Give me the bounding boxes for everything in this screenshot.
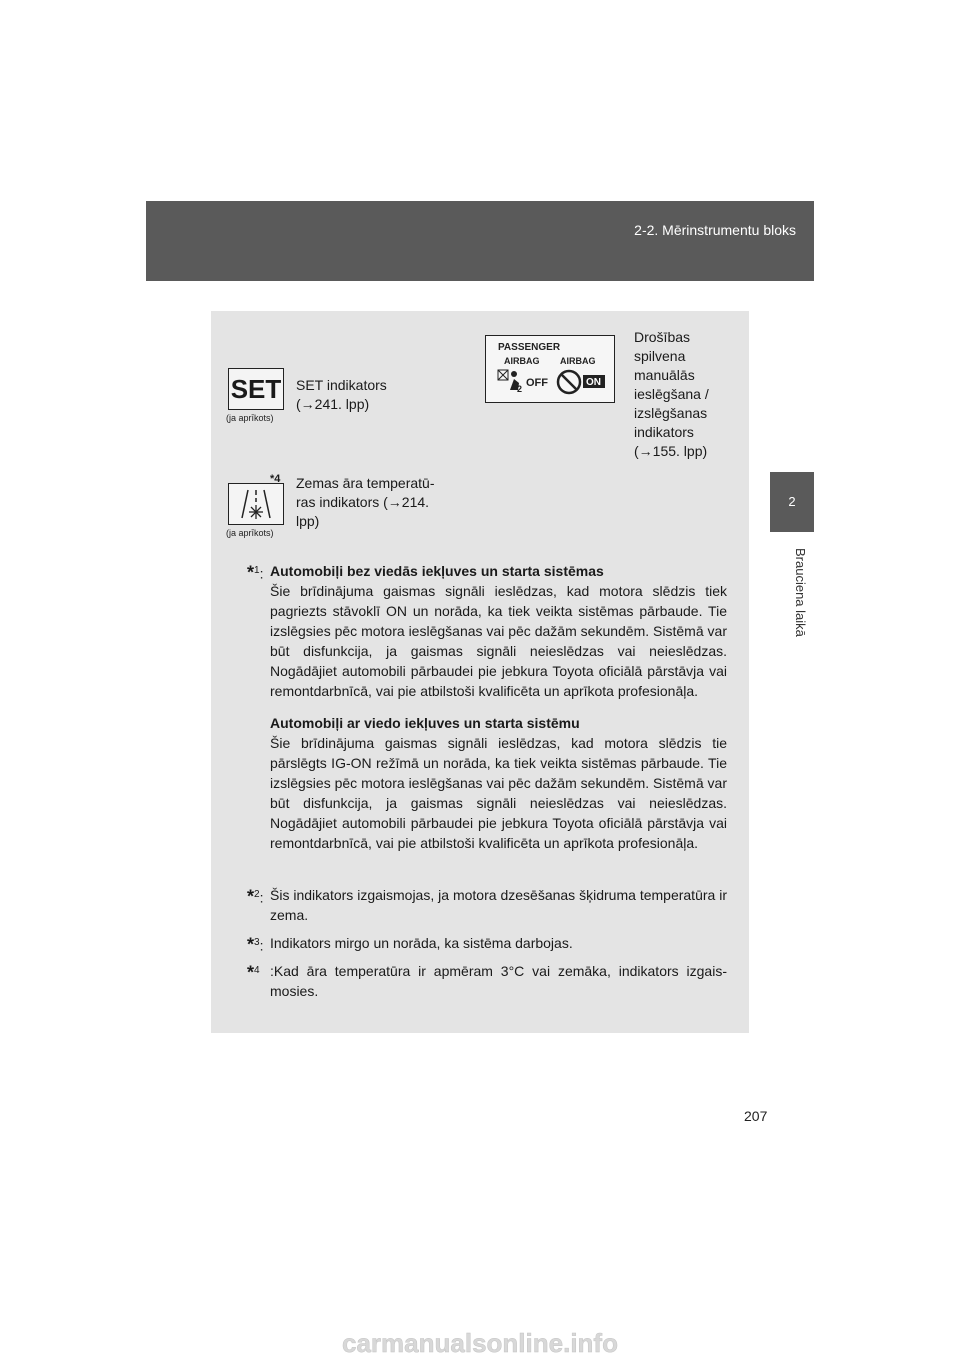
airbag-desc-line: izslēgšanas: [634, 405, 708, 421]
airbag-desc-line: Drošības: [634, 329, 691, 345]
footnote-1-title-a: Automobiļi bez viedās iekļuves un starta sistēmas: [270, 563, 604, 579]
passenger-label: PASSENGER: [498, 342, 561, 353]
footnote-2-mark: *$^2$:: [247, 886, 264, 907]
chapter-label: Brauciena laikā: [793, 548, 808, 637]
airbag-desc-line: spilvena: [634, 348, 686, 364]
footnote-4-text: :Kad āra temperatūra ir apmēram 3°C vai zemāka, indikators izgaismosies.: [270, 963, 727, 999]
airbag-on-label: ON: [586, 377, 601, 388]
footnote-3-mark: *$^3$:: [247, 934, 264, 955]
footnote-1-title-b: Automobiļi ar viedo iekļuves un starta sistēmu: [270, 715, 580, 731]
temp-desc-line: ras indikators (→214.: [296, 494, 430, 510]
svg-text:2: 2: [517, 384, 523, 394]
airbag-desc-line: manuālās: [634, 367, 695, 383]
footnote-1-body-a: Šie brīdinājuma gaismas signāli ieslēdzas, kad motora slēdzis tiek pagriezts stāvoklī ON un norāda, ka tiek veikta sistēmas pārbaude. Tie izslēgsies pēc motora ieslēgšanas vai pēc dažām sekundēm. Sistēmā var būt disfunkcija, ja gaismas signāli neieslēdzas vai neieslēdzas. Nogādājiet automobili pārbaudei pie jebkura Toyota oficiālā pārstāvja vai remontdarbnīcā, vai pie atbilstoši kvalificēta un aprīkota profesionāļa.: [270, 583, 727, 699]
temp-desc-line: lpp): [296, 513, 320, 529]
footnote-2-text: Šis indikators izgaismojas, ja motora dzesēšanas šķidruma temperatūra ir zema.: [270, 887, 727, 923]
footnote-3-text: Indikators mirgo un norāda, ka sistēma darbojas.: [270, 935, 573, 951]
chapter-tab: 2: [770, 472, 814, 532]
set-icon-label: SET: [230, 373, 282, 404]
airbag-left-label: AIRBAG: [504, 356, 540, 366]
footnote-1-body-b: Šie brīdinājuma gaismas signāli ieslēdzas, kad motora slēdzis tie pārslēgts IG-ON režīmā un norāda, ka tiek veikta sistēmas pārbaude. Tie izslēgsies pēc motora ieslēgšanas vai pēc dažām sekundēm. Sistēmā var būt disfunkcija, ja gaismas signāli neieslēdzas vai neieslēdzas. Nogādājiet automobili pārbaudei pie jebkura Toyota oficiālā pārstāvja vai remontdarbnīcā, vai pie atbilstoši kvalificēta un aprīkota profesionāļa.: [270, 735, 727, 851]
airbag-off-label: OFF: [526, 377, 548, 389]
airbag-desc-line: (→155. lpp): [634, 443, 708, 459]
set-desc-line: SET indikators: [296, 377, 387, 393]
section-title: 2-2. Mērinstrumentu bloks: [634, 222, 796, 238]
footnote-1-mark: *$^1$:: [247, 562, 264, 583]
temp-footnote-mark: *4: [270, 473, 281, 485]
airbag-right-label: AIRBAG: [560, 356, 596, 366]
temp-desc-line: Zemas āra temperatū-: [296, 475, 435, 491]
airbag-desc-line: ieslēgšana /: [634, 386, 709, 402]
page-number: 207: [744, 1108, 768, 1124]
airbag-desc-line: indikators: [634, 424, 694, 440]
svg-text:carmanualsonline.info: carmanualsonline.info: [342, 1328, 618, 1358]
temp-optional-note: (ja aprīkots): [226, 528, 274, 538]
set-optional-note: (ja aprīkots): [226, 413, 274, 423]
footnote-4-mark: *$^4$: [247, 962, 260, 983]
set-desc-line: (→241. lpp): [296, 396, 370, 412]
